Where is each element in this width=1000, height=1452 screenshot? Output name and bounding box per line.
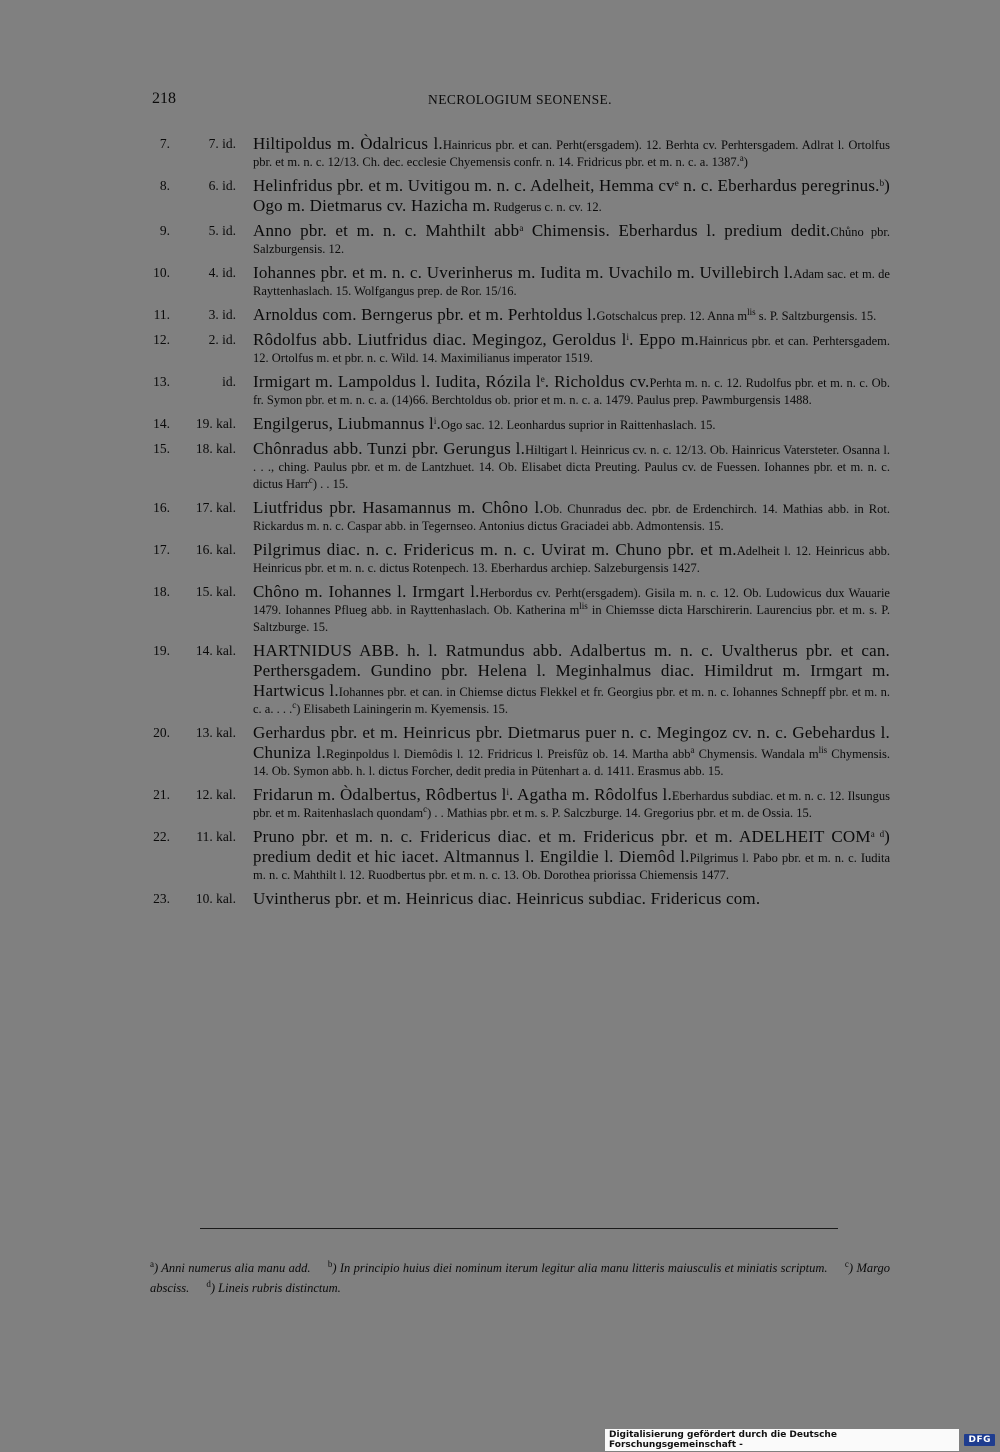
entry-number: 7. (159, 136, 170, 151)
entry-number: 19. (153, 643, 170, 658)
entry-primary-names: Irmigart m. Lampoldus l. Iudita, Rózila l (253, 372, 541, 391)
entry-number: 15. (153, 441, 170, 456)
entry-primary-names: . Agatha m. Rôdolfus l. (509, 785, 672, 804)
footnote-divider (200, 1228, 838, 1229)
funding-notice: Digitalisierung gefördert durch die Deutsche Forschungsgemeinschaft - (605, 1429, 959, 1451)
entry-later-names: Chymensis. 14. Ob. Symon abb. h. l. dictus Forcher, dedit predia in Pütenhart a. d. 1411. Erasmus abb. 15. (253, 747, 890, 778)
entry-primary-names: . Richoldus cv. (544, 372, 650, 391)
footnote: $^b$) In principio huius diei nominum iterum legitur alia manu litteris maiusculis et miniatis scriptum. (327, 1258, 828, 1275)
necrology-entry (150, 641, 890, 718)
entry-date: 12. kal. (195, 787, 236, 802)
superscript-mark: a (519, 222, 524, 233)
entry-primary-names: HARTNIDUS ABB. h. l. Ratmundus abb. Adalbertus m. n. c. Uvaltherus pbr. et can. Perthersgadem. Gundino pbr. Helena l. Meginhalmus diac. Himildrut m. Irmgart m. Hartwicus l. (253, 641, 890, 700)
entry-later-names: Perhta m. n. c. 12. Rudolfus pbr. et m. n. c. Ob. fr. Symon pbr. et m. n. c. a. (14)66. Berchtoldus ob. prior et m. n. c. a. 1479. Paulus prep. Pawmburgensis 1488. (253, 376, 890, 407)
entry-number: 10. (153, 265, 170, 280)
entry-text (253, 176, 890, 216)
necrology-entries (150, 134, 890, 914)
entry-text (253, 498, 890, 535)
footnotes (150, 1258, 890, 1298)
entry-primary-names: Pruno pbr. et m. n. c. Fridericus diac. et m. Fridericus pbr. et m. ADELHEIT COM (253, 827, 871, 846)
entry-later-names: Hainricus pbr. et can. Perht(ersgadem). 12. Berhta cv. Perhtersgadem. Adlrat l. Ortolfus pbr. et m. n. c. 12/13. Ch. dec. ecclesie Chyemensis confr. n. 14. Fridricus pbr. et m. n. c. a. 1387. (253, 138, 890, 169)
entry-date: 19. kal. (195, 416, 236, 431)
entry-later-names: Eberhardus subdiac. et m. n. c. 12. Ilsungus pbr. et m. Raitenhaslach quondam (253, 789, 890, 820)
dfg-logo: DFG (964, 1434, 995, 1446)
necrology-entry (150, 785, 890, 822)
footnote-mark: b (327, 1258, 333, 1269)
superscript-mark: b (879, 177, 885, 188)
entry-date: 6. id. (208, 178, 236, 193)
entry-primary-names: Rôdolfus abb. Liutfridus diac. Megingoz, Geroldus l (253, 330, 627, 349)
entry-text (253, 641, 890, 718)
footnote-text: In principio huius diei nominum iterum legitur alia manu litteris maiusculis et miniatis scriptum. (339, 1261, 828, 1275)
footnote-mark: c (844, 1258, 849, 1269)
entry-number: 14. (153, 416, 170, 431)
entry-number: 23. (153, 891, 170, 906)
entry-primary-names: Chôno m. Iohannes l. Irmgart l. (253, 582, 480, 601)
entry-text (253, 263, 890, 300)
superscript-mark: e (540, 373, 545, 384)
footnote-text: Anni numerus alia manu add. (161, 1261, 311, 1275)
necrology-entry (150, 582, 890, 636)
footnote-mark: a (150, 1258, 154, 1269)
entry-text (253, 305, 890, 325)
superscript-mark: lis (579, 600, 588, 611)
necrology-entry (150, 305, 890, 325)
entry-text (253, 889, 890, 909)
entry-later-names: Reginpoldus l. Diemôdis l. 12. Fridricus l. Preisfûz ob. 14. Martha abb (325, 747, 691, 761)
entry-primary-names: Pilgrimus diac. n. c. Fridericus m. n. c. Uvirat m. Chuno pbr. et m. (253, 540, 737, 559)
superscript-mark: c (292, 699, 297, 710)
entry-text (253, 540, 890, 577)
superscript-mark: c (308, 474, 313, 485)
superscript-mark: e (674, 177, 679, 188)
entry-primary-names: ) predium dedit et hic iacet. Altmannus l. Engildie l. Diemôd l. (253, 827, 890, 866)
entry-date: 10. kal. (195, 891, 236, 906)
footnote: $^c$) Margo absciss. (150, 1258, 891, 1295)
necrology-entry (150, 723, 890, 780)
entry-text (253, 414, 890, 434)
entry-text (253, 330, 890, 367)
footnote: $^d$) Lineis rubris distinctum. (206, 1278, 341, 1295)
superscript-mark: i (506, 786, 510, 797)
entry-later-names: Gotschalcus prep. 12. Anna m (596, 309, 748, 323)
entry-date: 4. id. (208, 265, 236, 280)
entry-number: 8. (159, 178, 170, 193)
necrology-entry (150, 134, 890, 171)
entry-primary-names: n. c. Eberhardus peregrinus. (678, 176, 880, 195)
entry-number: 9. (159, 223, 170, 238)
entry-date: 15. kal. (195, 584, 236, 599)
necrology-entry (150, 498, 890, 535)
entry-later-names: Herbordus cv. Perht(ersgadem). Gisila m. n. c. 12. Ob. Ludowicus dux Wauarie 1479. Iohannes Pflueg abb. in Rayttenhaslach. Ob. Katherina m (253, 586, 890, 617)
necrology-entry (150, 414, 890, 434)
entry-primary-names: Uvintherus pbr. et m. Heinricus diac. Heinricus subdiac. Fridericus com. (253, 889, 761, 908)
footnote: $^a$) Anni numerus alia manu add. (150, 1258, 311, 1275)
entry-text (253, 372, 890, 409)
entry-primary-names: Anno pbr. et m. n. c. Mahthilt abb (253, 221, 520, 240)
entry-text (253, 827, 890, 884)
entry-later-names: in Chiemsse dicta Harschirerin. Laurencius pbr. et m. s. P. Saltzburge. 15. (253, 603, 890, 634)
entry-date: 18. kal. (195, 441, 236, 456)
necrology-entry (150, 263, 890, 300)
superscript-mark: i (433, 415, 437, 426)
entry-date: 16. kal. (195, 542, 236, 557)
superscript-mark: lis (747, 306, 756, 317)
entry-later-names: ) . . Mathias pbr. et m. s. P. Salczburge. 14. Gregorius pbr. et m. de Ossia. 15. (427, 806, 812, 820)
entry-later-names: Chůno pbr. Salzburgensis. 12. (253, 225, 891, 256)
entry-primary-names: Helinfridus pbr. et m. Uvitigou m. n. c. Adelheit, Hemma cv (253, 176, 675, 195)
entry-primary-names: Iohannes pbr. et m. n. c. Uverinherus m. Iudita m. Uvachilo m. Uvillebirch l. (253, 263, 794, 282)
entry-primary-names: Chimensis. Eberhardus l. predium dedit. (523, 221, 831, 240)
entry-date: 7. id. (208, 136, 236, 151)
entry-number: 18. (153, 584, 170, 599)
entry-primary-names: Chônradus abb. Tunzi pbr. Gerungus l. (253, 439, 526, 458)
entry-text (253, 582, 890, 636)
entry-later-names: Rudgerus c. n. cv. 12. (493, 200, 602, 214)
entry-primary-names: Liutfridus pbr. Hasamannus m. Chôno l. (253, 498, 544, 517)
entry-date: 11. kal. (196, 829, 236, 844)
entry-text: Hiltipoldus m. Òdalricus l.Hainricus pbr. et can. Perht(ersgadem). 12. Berhta cv. Perhtersgadem. Adlrat l. Ortolfus pbr. et m. n. c. 12/13. Ch. dec. ecclesie Chyemensis confr. n. 14. Fridricus pbr. et m. n. c. a. 1387.$^a$) (253, 134, 890, 169)
superscript-mark: a (690, 744, 695, 755)
necrology-entry (150, 330, 890, 367)
entry-primary-names: . (436, 414, 441, 433)
entry-number: 16. (153, 500, 170, 515)
entry-primary-names: Hiltipoldus m. Òdalricus l. (253, 134, 443, 153)
entry-text (253, 439, 890, 493)
entry-later-names: ) . . 15. (312, 477, 349, 491)
footnote-mark: d (206, 1278, 211, 1289)
entry-later-names: Adam sac. et m. de Rayttenhaslach. 15. Wolfgangus prep. de Ror. 15/16. (253, 267, 890, 298)
entry-later-names: Hiltigart l. Heinricus cv. n. c. 12/13. Ob. Hainricus Vatersteter. Osanna l. . . ., ching. Paulus pbr. et m. de Lantzhuet. 14. Ob. Elisabet dicta Preuting. Paulus cv. de Fuessen. Iohannes pbr. et m. n. c. dictus Harr (253, 443, 891, 491)
necrology-entry (150, 176, 890, 216)
entry-later-names: Chymensis. Wandala m (694, 747, 819, 761)
superscript-mark: c (423, 803, 428, 814)
entry-text (253, 723, 890, 780)
entry-later-names: Ogo sac. 12. Leonhardus suprior in Raittenhaslach. 15. (440, 418, 716, 432)
entry-later-names: Adelheit l. 12. Heinricus abb. Heinricus pbr. et m. n. c. dictus Rotenpech. 13. Eberhardus archiep. Salzeburgensis 1427. (253, 544, 890, 575)
necrology-entry (150, 439, 890, 493)
entry-number: 12. (153, 332, 170, 347)
superscript-mark: a d (870, 828, 885, 839)
entry-date: 5. id. (208, 223, 236, 238)
footnote-text: Margo absciss. (150, 1261, 891, 1295)
entry-text (253, 785, 890, 822)
entry-later-names: Hainricus pbr. et can. Perhtersgadem. 12. Ortolfus m. et pbr. n. c. Wild. 14. Maximilianus imperator 1519. (253, 334, 890, 365)
page-number: 218 (152, 90, 176, 107)
entry-number: 21. (153, 787, 170, 802)
necrology-entry (150, 372, 890, 409)
entry-primary-names: Engilgerus, Liubmannus l (253, 414, 434, 433)
entry-primary-names: ) Ogo m. Dietmarus cv. Hazicha m. (253, 176, 890, 215)
page-header (150, 90, 890, 114)
superscript-mark: i (626, 331, 630, 342)
footnote-reference: a (739, 152, 744, 163)
necrology-entry (150, 221, 890, 258)
entry-number: 22. (153, 829, 170, 844)
entry-primary-names: . Eppo m. (629, 330, 699, 349)
entry-date: 17. kal. (195, 500, 236, 515)
running-title: NECROLOGIUM SEONENSE. (428, 92, 612, 107)
entry-primary-names: Arnoldus com. Berngerus pbr. et m. Perhtoldus l. (253, 305, 597, 324)
entry-date: 2. id. (208, 332, 236, 347)
entry-date: 13. kal. (195, 725, 236, 740)
entry-later-names: Pilgrimus l. Pabo pbr. et m. n. c. Iudita m. n. c. Mahthilt l. 12. Ruodbertus pbr. et m. n. c. 13. Ob. Dorothea priorissa Chiemensis 1477. (253, 851, 891, 882)
entry-later-names: ) Elisabeth Lainingerin m. Kyemensis. 15. (296, 702, 508, 716)
entry-number: 13. (153, 374, 170, 389)
entry-number: 17. (153, 542, 170, 557)
footnote-text: Lineis rubris distinctum. (218, 1281, 341, 1295)
entry-later-names: Ob. Chunradus dec. pbr. de Erdenchirch. 14. Mathias abb. in Rot. Rickardus m. n. c. Caspar abb. in Tegernseo. Antonius dictus Graciadei abb. Admontensis. 15. (253, 502, 890, 533)
entry-date: 3. id. (208, 307, 236, 322)
entry-later-names: s. P. Saltzburgensis. 15. (755, 309, 877, 323)
necrology-entry (150, 540, 890, 577)
entry-text (253, 221, 890, 258)
necrology-entry (150, 889, 890, 909)
entry-date: 14. kal. (195, 643, 236, 658)
entry-primary-names: Fridarun m. Òdalbertus, Rôdbertus l (253, 785, 507, 804)
entry-date: id. (222, 374, 236, 389)
entry-number: 20. (153, 725, 170, 740)
entry-primary-names: Gerhardus pbr. et m. Heinricus pbr. Dietmarus puer n. c. Megingoz cv. n. c. Gebehardus l. Chuniza l. (253, 723, 890, 762)
entry-number: 11. (153, 307, 170, 322)
entry-later-names: Iohannes pbr. et can. in Chiemse dictus Flekkel et fr. Georgius pbr. et m. n. c. Iohannes Schnepff pbr. et m. n. c. a. . . . (253, 685, 890, 716)
necrology-entry (150, 827, 890, 884)
superscript-mark: lis (818, 744, 828, 755)
digitization-footer (605, 1432, 995, 1448)
